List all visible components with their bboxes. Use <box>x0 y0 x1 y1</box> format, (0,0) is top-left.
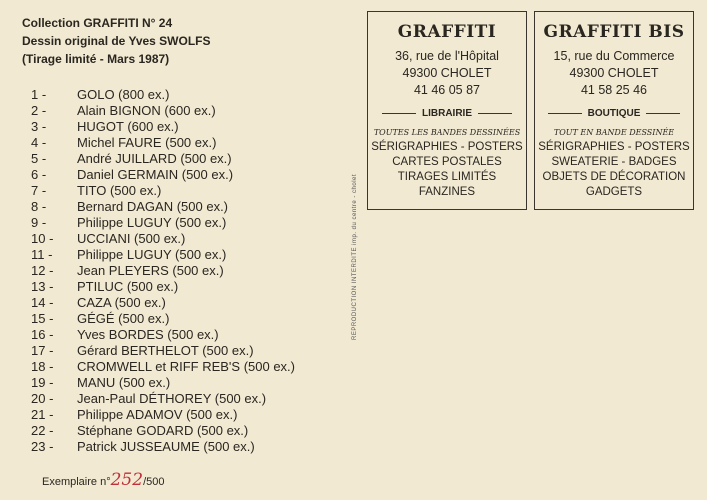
reproduction-notice: REPRODUCTION INTERDITE imp. du centre - cholet <box>352 173 358 340</box>
divider-line <box>646 113 680 114</box>
artist-name: MANU (500 ex.) <box>77 375 171 390</box>
shop-item: OBJETS DE DÉCORATION <box>542 171 686 183</box>
artist-number: 7 - <box>31 183 47 198</box>
artist-list-item <box>31 135 295 151</box>
artist-name: Jean PLEYERS (500 ex.) <box>77 263 224 278</box>
artist-name: Daniel GERMAIN (500 ex.) <box>77 167 234 182</box>
shop-item: FANZINES <box>418 186 476 198</box>
artist-number: 19 - <box>31 375 54 390</box>
collection-author: Dessin original de Yves SWOLFS <box>22 34 211 48</box>
shop-item: SÉRIGRAPHIES - POSTERS <box>371 141 523 153</box>
artist-list-item <box>31 87 295 103</box>
artist-list-item <box>31 103 295 119</box>
artist-name: Gérard BERTHELOT (500 ex.) <box>77 343 254 358</box>
artist-number: 14 - <box>31 295 54 310</box>
exemplaire-label: Exemplaire n° <box>42 476 111 488</box>
artist-name: CAZA (500 ex.) <box>77 295 166 310</box>
shop-box-graffiti-bis <box>534 11 694 210</box>
artist-number: 5 - <box>31 151 47 166</box>
shop-name: GRAFFITI BIS <box>543 22 685 42</box>
artist-list-item <box>31 407 295 423</box>
artist-list-item <box>31 151 295 167</box>
artist-name: GÉGÉ (500 ex.) <box>77 311 170 326</box>
shop-city: 49300 CHOLET <box>569 66 659 80</box>
artist-name: CROMWELL et RIFF REB'S (500 ex.) <box>77 359 295 374</box>
artist-list-item <box>31 231 295 247</box>
artist-name: Philippe ADAMOV (500 ex.) <box>77 407 238 422</box>
artist-name: Patrick JUSSEAUME (500 ex.) <box>77 439 255 454</box>
shop-items <box>535 140 693 200</box>
artist-list-item <box>31 439 295 455</box>
artist-number: 3 - <box>31 119 47 134</box>
exemplaire-total: /500 <box>143 476 165 488</box>
artist-name: Yves BORDES (500 ex.) <box>77 327 219 342</box>
artist-name: TITO (500 ex.) <box>77 183 162 198</box>
artist-list-item <box>31 327 295 343</box>
exemplaire-number <box>42 470 164 490</box>
artist-number: 1 - <box>31 87 47 102</box>
collection-header <box>22 14 211 68</box>
shop-address <box>535 48 693 99</box>
artist-name: HUGOT (600 ex.) <box>77 119 179 134</box>
artist-list-item <box>31 247 295 263</box>
shop-item: GADGETS <box>585 186 643 198</box>
artist-name: Philippe LUGUY (500 ex.) <box>77 247 227 262</box>
artist-number: 11 - <box>31 247 53 262</box>
shop-item: SÉRIGRAPHIES - POSTERS <box>538 141 690 153</box>
artist-name: GOLO (800 ex.) <box>77 87 170 102</box>
artist-list-item <box>31 263 295 279</box>
shop-item: SWEATERIE - BADGES <box>551 156 677 168</box>
artist-list-item <box>31 183 295 199</box>
shop-item: TIRAGES LIMITÉS <box>397 171 497 183</box>
artist-list-item <box>31 311 295 327</box>
shop-kind-label: BOUTIQUE <box>587 108 641 119</box>
artist-list-item <box>31 119 295 135</box>
artist-name: UCCIANI (500 ex.) <box>77 231 186 246</box>
artist-number: 18 - <box>31 359 54 374</box>
artist-name: Stéphane GODARD (500 ex.) <box>77 423 249 438</box>
shop-phone: 41 46 05 87 <box>413 83 481 97</box>
artist-list-item <box>31 215 295 231</box>
artist-number: 6 - <box>31 167 47 182</box>
collection-edition: (Tirage limité - Mars 1987) <box>22 52 170 66</box>
artist-number: 22 - <box>31 423 54 438</box>
artist-name: Alain BIGNON (600 ex.) <box>77 103 216 118</box>
artist-list-item <box>31 359 295 375</box>
artist-name: PTILUC (500 ex.) <box>77 279 179 294</box>
shop-item: CARTES POSTALES <box>392 156 502 168</box>
exemplaire-handwritten-number: 252 <box>110 470 144 490</box>
artist-list-item <box>31 343 295 359</box>
artist-number: 17 - <box>31 343 54 358</box>
artist-name: Michel FAURE (500 ex.) <box>77 135 217 150</box>
artist-list-item <box>31 279 295 295</box>
artist-name: Bernard DAGAN (500 ex.) <box>77 199 229 214</box>
artist-name: André JUILLARD (500 ex.) <box>77 151 232 166</box>
artist-list-item <box>31 167 295 183</box>
shop-kind <box>535 108 693 119</box>
artist-list-item <box>31 423 295 439</box>
divider-line <box>382 113 416 114</box>
artist-list <box>31 87 295 455</box>
shop-kind-label: LIBRAIRIE <box>422 108 472 119</box>
shop-tagline: TOUTES LES BANDES DESSINÉES <box>373 128 521 137</box>
shop-city: 49300 CHOLET <box>402 66 492 80</box>
shop-name: GRAFFITI <box>397 22 497 42</box>
shop-street: 15, rue du Commerce <box>553 49 675 63</box>
artist-number: 20 - <box>31 391 54 406</box>
artist-list-item <box>31 391 295 407</box>
artist-list-item <box>31 295 295 311</box>
artist-number: 10 - <box>31 231 54 246</box>
artist-list-item <box>31 375 295 391</box>
shop-phone: 41 58 25 46 <box>580 83 648 97</box>
artist-number: 4 - <box>31 135 47 150</box>
shop-street: 36, rue de l'Hôpital <box>395 49 499 63</box>
shop-items <box>368 140 526 200</box>
artist-number: 13 - <box>31 279 54 294</box>
artist-number: 15 - <box>31 311 54 326</box>
artist-number: 9 - <box>31 215 47 230</box>
divider-line <box>548 113 582 114</box>
shop-kind <box>368 108 526 119</box>
artist-number: 21 - <box>31 407 54 422</box>
artist-number: 16 - <box>31 327 54 342</box>
artist-number: 8 - <box>31 199 47 214</box>
artist-number: 23 - <box>31 439 54 454</box>
artist-name: Jean-Paul DÉTHOREY (500 ex.) <box>77 391 267 406</box>
divider-line <box>478 113 512 114</box>
artist-number: 12 - <box>31 263 54 278</box>
artist-number: 2 - <box>31 103 47 118</box>
artist-name: Philippe LUGUY (500 ex.) <box>77 215 227 230</box>
shop-tagline: TOUT EN BANDE DESSINÉE <box>553 128 675 137</box>
collection-title: Collection GRAFFITI N° 24 <box>22 16 173 30</box>
shop-address <box>368 48 526 99</box>
artist-list-item <box>31 199 295 215</box>
shop-box-graffiti <box>367 11 527 210</box>
